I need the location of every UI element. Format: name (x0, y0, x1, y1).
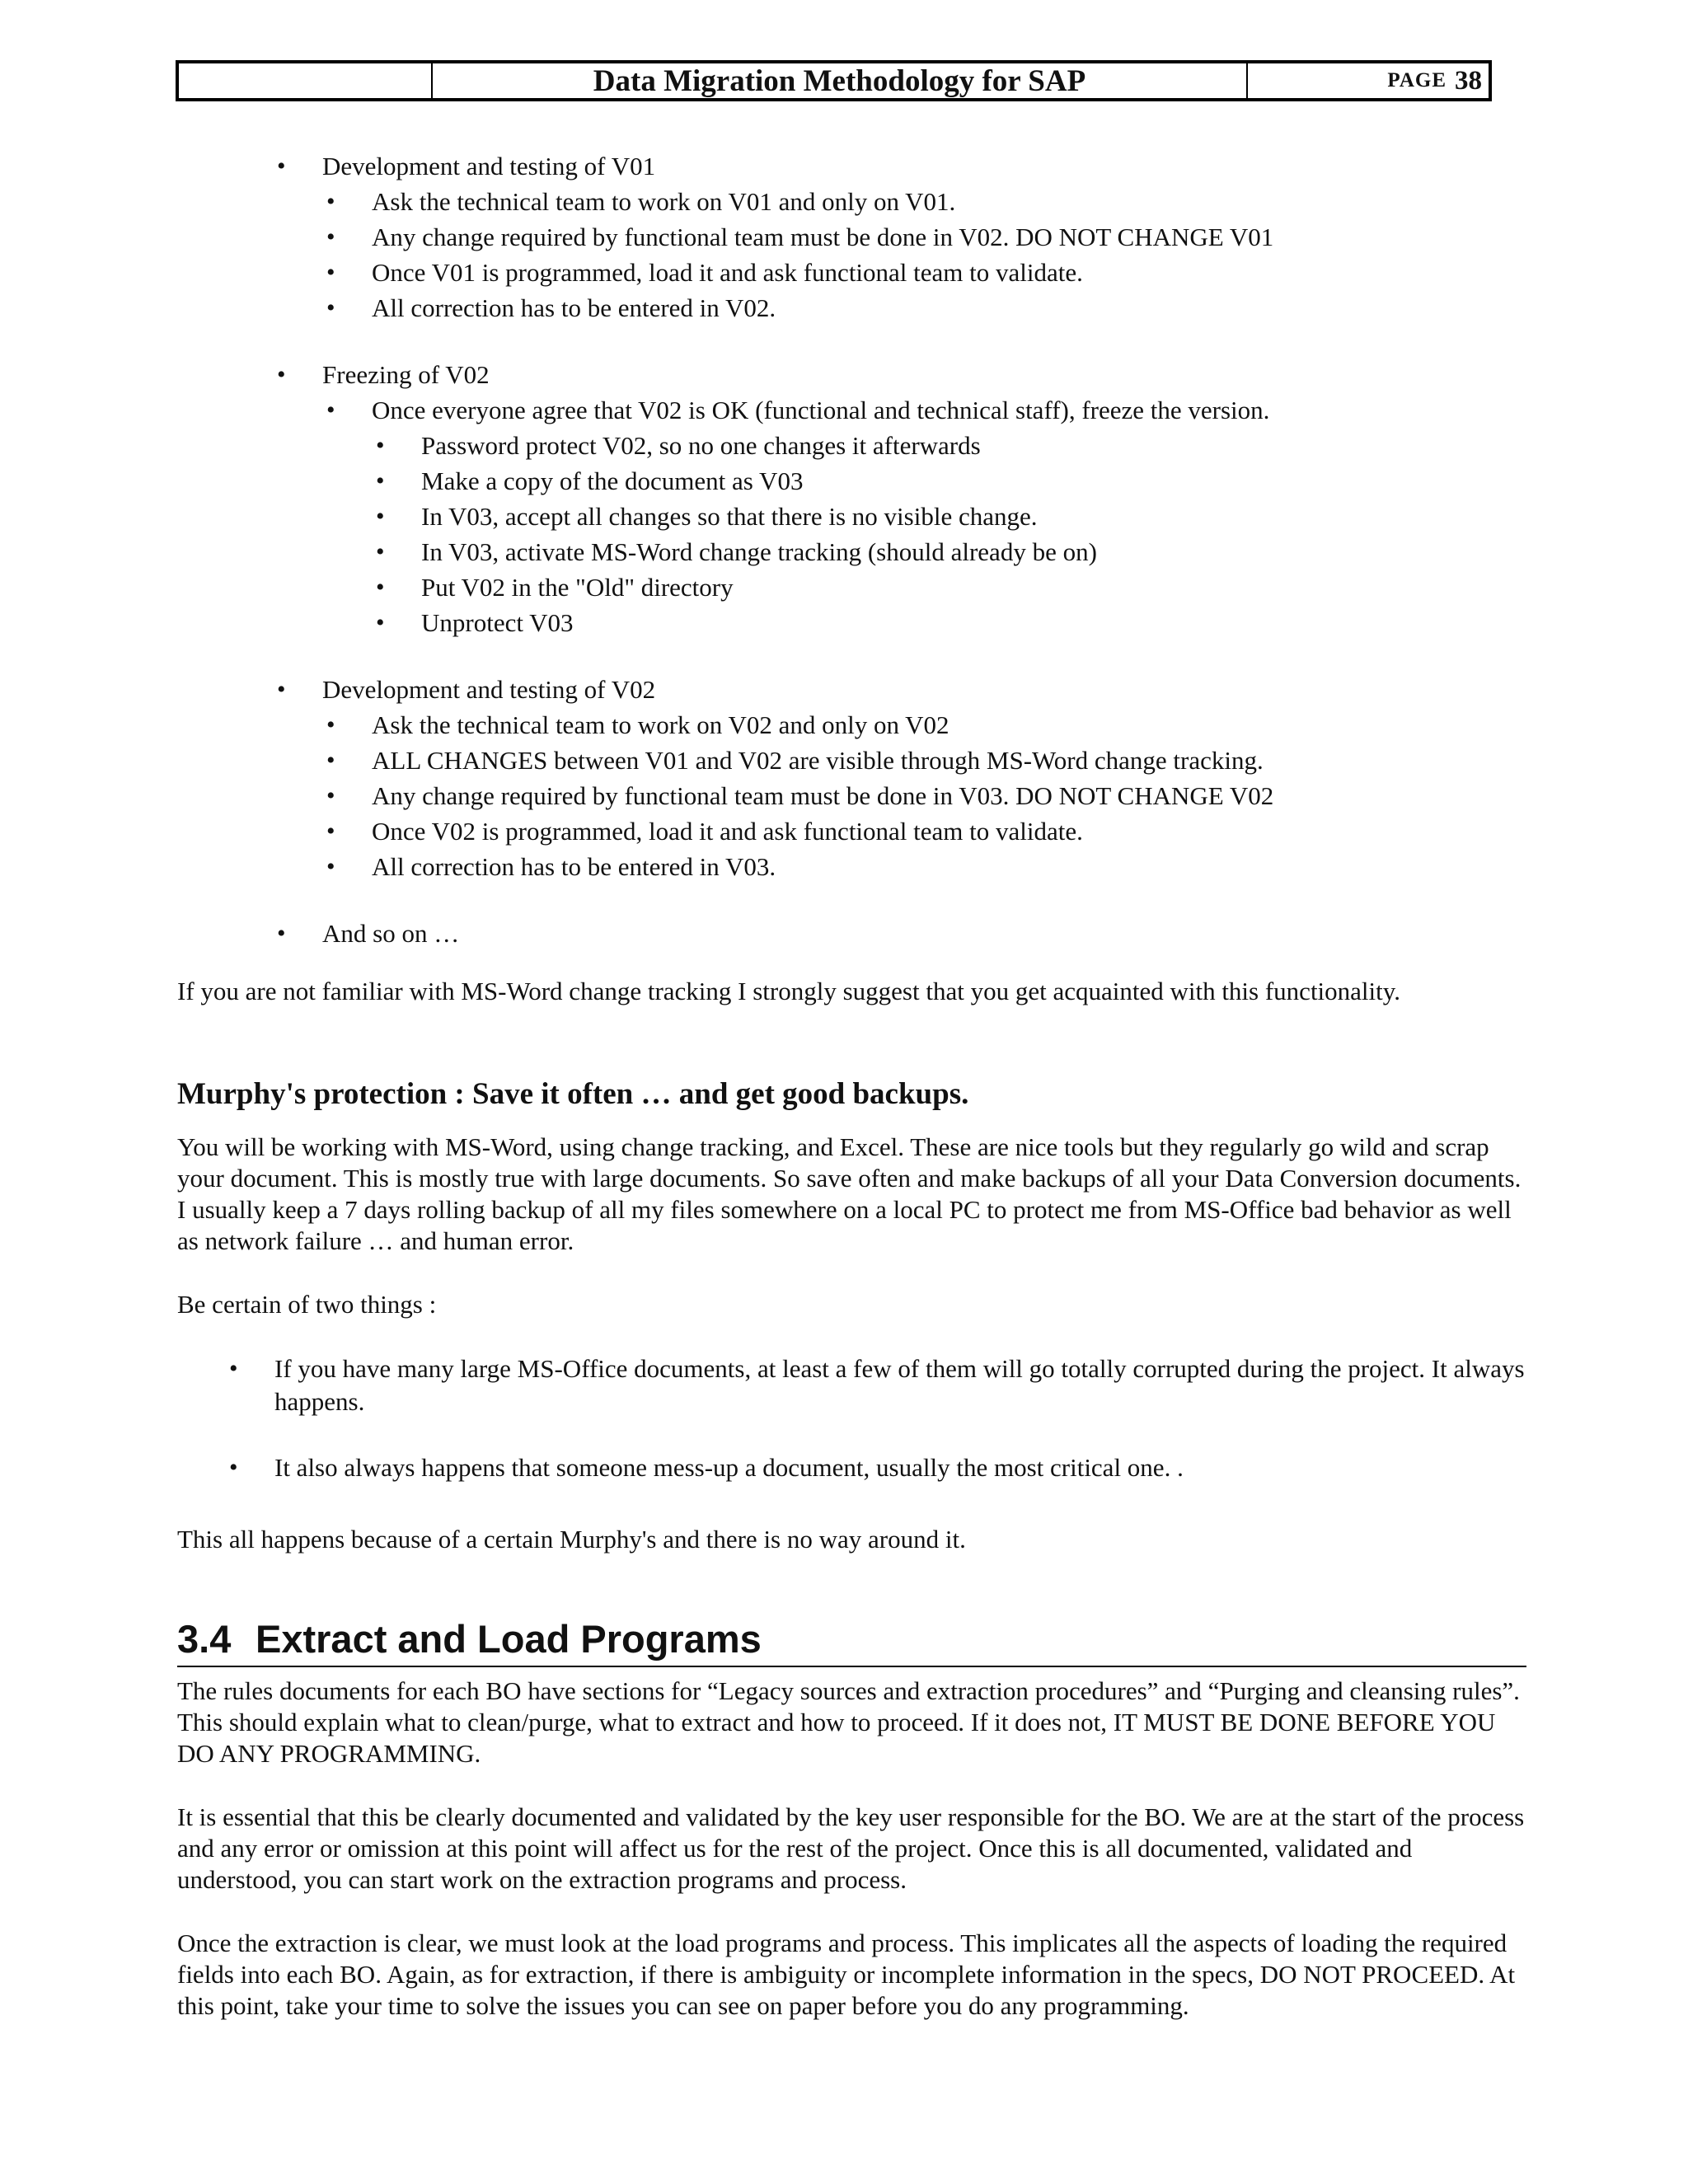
list-item: • Once V01 is programmed, load it and ask functional team to validate. (372, 255, 1529, 290)
list-item: • It also always happens that someone mess-up a document, usually the most critical one. . (274, 1451, 1544, 1484)
page-number-cell (1248, 63, 1489, 98)
list-item: • Make a copy of the document as V03 (421, 463, 1529, 499)
list-item-title: Freezing of V02 (322, 360, 490, 389)
paragraph: You will be working with MS-Word, using change tracking, and Excel. These are nice tools but they regularly go wild and scrap your document. This is mostly true with large documents. So save often and make backups of all your Data Conversion documents. I usually keep a 7 days rolling backup of all my files somewhere on a local PC to protect me from MS-Office bad behavior as well as network failure … and human error. (177, 1132, 1522, 1255)
list-item: • Unprotect V03 (421, 605, 1529, 640)
list-item (322, 148, 1529, 326)
list-item: • ALL CHANGES between V01 and V02 are visible through MS-Word change tracking. (372, 743, 1529, 778)
list-item (372, 392, 1529, 640)
list-item: • Once V02 is programmed, load it and ask functional team to validate. (372, 813, 1529, 849)
list-item: • Password protect V02, so no one changes it afterwards (421, 428, 1529, 463)
section-number: 3.4 (177, 1617, 232, 1661)
page-number: 38 (1455, 65, 1482, 96)
paragraph: It is essential that this be clearly documented and validated by the key user responsible for the BO. We are at the start of the process and any error or omission at this point will affect us for the rest of the project. Once this is all documented, validated and understood, you can start work on the extraction programs and process. (177, 1802, 1525, 1894)
section-heading (177, 1616, 1526, 1667)
list-item: • Ask the technical team to work on V02 and only on V02 (372, 707, 1529, 743)
paragraph: If you are not familiar with MS-Word change tracking I strongly suggest that you get acquainted with this functionality. (177, 977, 1401, 1005)
section-subheading: Murphy's protection : Save it often … and get good backups. (177, 1077, 969, 1111)
list-item-title: Development and testing of V01 (322, 152, 656, 180)
list-item: • Ask the technical team to work on V01 and only on V01. (372, 184, 1529, 219)
list-item: • And so on … (322, 916, 1529, 951)
list-item: • If you have many large MS-Office documents, at least a few of them will go totally corrupted during the project. It always happens. (274, 1352, 1544, 1418)
paragraph: Be certain of two things : (177, 1290, 437, 1319)
list-item: • All correction has to be entered in V02. (372, 290, 1529, 326)
murphy-bullets (274, 1352, 1544, 1484)
list-item: • In V03, activate MS-Word change tracking (should already be on) (421, 534, 1529, 569)
sub-list (372, 707, 1529, 884)
list-item: • In V03, accept all changes so that there is no visible change. (421, 499, 1529, 534)
list-item-text: Once everyone agree that V02 is OK (functional and technical staff), freeze the version. (372, 396, 1270, 424)
version-steps-list (322, 148, 1529, 951)
list-item-title: Development and testing of V02 (322, 675, 656, 704)
paragraph: This all happens because of a certain Murphy's and there is no way around it. (177, 1525, 966, 1554)
sub-sub-list (421, 428, 1529, 640)
sub-list (372, 184, 1529, 326)
list-item (322, 357, 1529, 640)
header-empty-cell (179, 63, 433, 98)
paragraph: The rules documents for each BO have sections for “Legacy sources and extraction procedures” and “Purging and cleansing rules”. This should explain what to clean/purge, what to extract and how to proceed. If it does not, IT MUST BE DONE BEFORE YOU DO ANY PROGRAMMING. (177, 1676, 1520, 1768)
paragraph: Once the extraction is clear, we must look at the load programs and process. This implicates all the aspects of loading the required fields into each BO. Again, as for extraction, if there is ambiguity or incomplete information in the specs, DO NOT PROCEED. At this point, take your time to solve the issues you can see on paper before you do any programming. (177, 1929, 1516, 2020)
page-header (176, 60, 1492, 101)
sub-list (372, 392, 1529, 640)
page-label: PAGE (1387, 69, 1447, 91)
list-item: • Put V02 in the "Old" directory (421, 569, 1529, 605)
document-title: Data Migration Methodology for SAP (433, 63, 1248, 98)
list-item: • Any change required by functional team must be done in V03. DO NOT CHANGE V02 (372, 778, 1529, 813)
list-item (322, 672, 1529, 884)
list-item: • Any change required by functional team must be done in V02. DO NOT CHANGE V01 (372, 219, 1529, 255)
list-item: • All correction has to be entered in V03. (372, 849, 1529, 884)
page-body (177, 148, 1529, 2054)
section-title: Extract and Load Programs (256, 1617, 762, 1661)
